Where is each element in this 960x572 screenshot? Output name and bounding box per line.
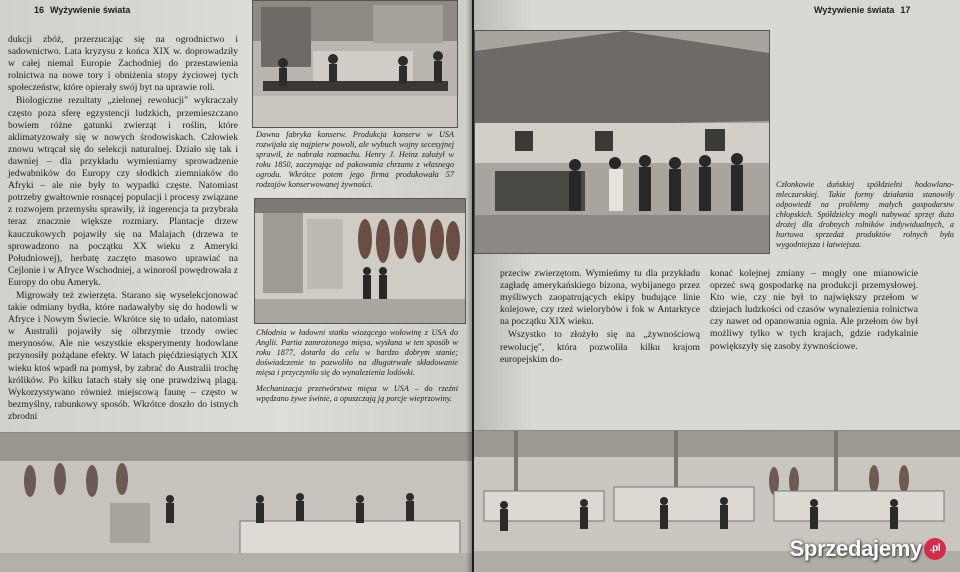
slaughterhouse-caption: Mechanizacja przetwórstwa mięsa w USA – do rzeźni wpędzano żywe świnie, a opuszczają ją porcje wieprzowiny.: [256, 384, 458, 403]
sprzedajemy-watermark: [790, 536, 946, 562]
right-running-head: [814, 5, 916, 15]
cooperative-photo: [474, 30, 770, 254]
left-running-title: Wyżywienie świata: [50, 5, 131, 15]
right-paragraph: konać kolejnej zmiany – mogły one mianowicie oprzeć swą gospodarkę na produkcji przemysłowej. Kto wie, czy nie był to największy przełom w dziejach ludzkości od czasów wynalezienia rolnictwa czy nawet od opanowania ognia. Ale przełom ów był możliwy tylko w tych krajach, gdzie radykalnie powiększyły się zasoby żywnościowe.: [710, 268, 918, 352]
right-page-number: 17: [900, 5, 911, 15]
left-running-head: [34, 5, 136, 15]
left-paragraph: Biologiczne rezultaty „zielonej rewolucji" wykraczały często poza sferę egzystencji ludzkich, przemieszczano bowiem różne gatunki zwierząt i roślin, które aklimatyzowały się w nowych środowiskach. Człowiek znowu wtrącał się do selekcji naturalnej. Działo się tak i dawniej – dla przykładu wymieniamy sprowadzenie jedwabników do Europy czy słodkich ziemniaków do Afryki – ale nie były to wypadki częste. Natomiast potrzeby gwałtownie rosnącej populacji i procesy związane z rozwojem przemysłu sprawiły, iż ingerencja ta przybrała teraz znacznie większe rozmiary. Plantacje drzew kauczukowych pojawiły się na Malajach (drzewa te sprowadzono na początku XX wieku z Ameryki Południowej), herbatę zaczęto masowo uprawiać na Cejlonie i w Afryce Wschodniej, a winorośl powędrowała z Europy do obu Ameryk.: [8, 95, 238, 288]
slaughterhouse-engraving-left: [0, 432, 472, 572]
cold-storage-caption: Chłodnia w ładowni statku wiozącego wołowinę z USA do Anglii. Partia zamrożonego mięsa, wysłana w ten sposób w roku 1877, dotarła do celu w bardzo dobrym stanie; doświadczenie to pozwoliło na długotrwałe składowanie mięsa i przyczyniło się do wynalezienia lodówki.: [256, 328, 458, 377]
right-text-column-2: [710, 268, 918, 354]
right-text-column-1: [500, 268, 700, 367]
watermark-text: Sprzedajemy: [789, 536, 922, 561]
left-page: [0, 0, 472, 572]
watermark-badge: .pl: [924, 538, 946, 560]
cannery-engraving: [252, 0, 458, 128]
left-page-number: 16: [34, 5, 45, 15]
left-paragraph: dukcji zbóż, przerzucając się na ogrodnictwo i sadownictwo. Lata kryzysu z końca XIX w. doprowadziły w całej niemal Europie Zachodniej do przestawienia rolnictwa na nowe tory i obniżenia stopy życiowej tych społeczeństw, które opierały swój byt na uprawie roli.: [8, 34, 238, 94]
left-paragraph: Migrowały też zwierzęta. Starano się wyselekcjonować takie odmiany bydła, które nadawałyby się do hodowli w Afryce i Nowym Świecie. Wkrótce się to udało, natomiast w Australii pojawiły się olbrzymie trzody owiec merynosów. Ale nie wszystkie eksperymenty hodowlane przynosiły pożądane efekty. W latach pięćdziesiątych XIX wieku ktoś wpadł na pomysł, by zabrać do Australii trochę królików. Po kilku latach stały się one prawdziwą plagą. Wykorzystywano również miejscową faunę – często w bezmyślny, rabunkowy sposób. Wkrótce doszło do istnych zbrodni: [8, 289, 238, 422]
right-running-title: Wyżywienie świata: [814, 5, 895, 15]
cooperative-caption: Członkowie duńskiej spółdzielni hodowlano-mleczarskiej. Takie formy działania stanowiły odpowiedź na problemy małych gospodarstw chłopskich. Spółdzielcy mogli nabywać sprzęt dużo drożej dla drobnych rolników indywidualnych, a hurtowa sprzedaż produktów rolnych była wygodniejsza i łatwiejsza.: [776, 180, 954, 249]
cannery-caption: Dawna fabryka konserw. Produkcja konserw w USA rozwijała się najpierw powoli, ale wybuch wojny secesyjnej sprawił, że nabrała rozmachu. Henry J. Heinz założył w roku 1850, zaczynając od pakowania chrzanu z własnego ogrodu. Wkrótce potem jego firma produkowała 57 rodzajów konserwowanej żywności.: [256, 130, 454, 189]
cold-storage-engraving: [254, 198, 466, 324]
left-text-column: [8, 34, 238, 424]
right-page: [474, 0, 960, 572]
right-paragraph: przeciw zwierzętom. Wymieńmy tu dla przykładu zagładę amerykańskiego bizona, wybijanego przez myśliwych zaopatrujących ekipy budujące linie kolejowe, czy rzeź wielorybów i fok w Antarktyce na początku XIX wieku.: [500, 268, 700, 328]
right-paragraph: Wszystko to złożyło się na „żywnościową rewolucję", która pozwoliła kilku krajom europejskim do-: [500, 329, 700, 365]
